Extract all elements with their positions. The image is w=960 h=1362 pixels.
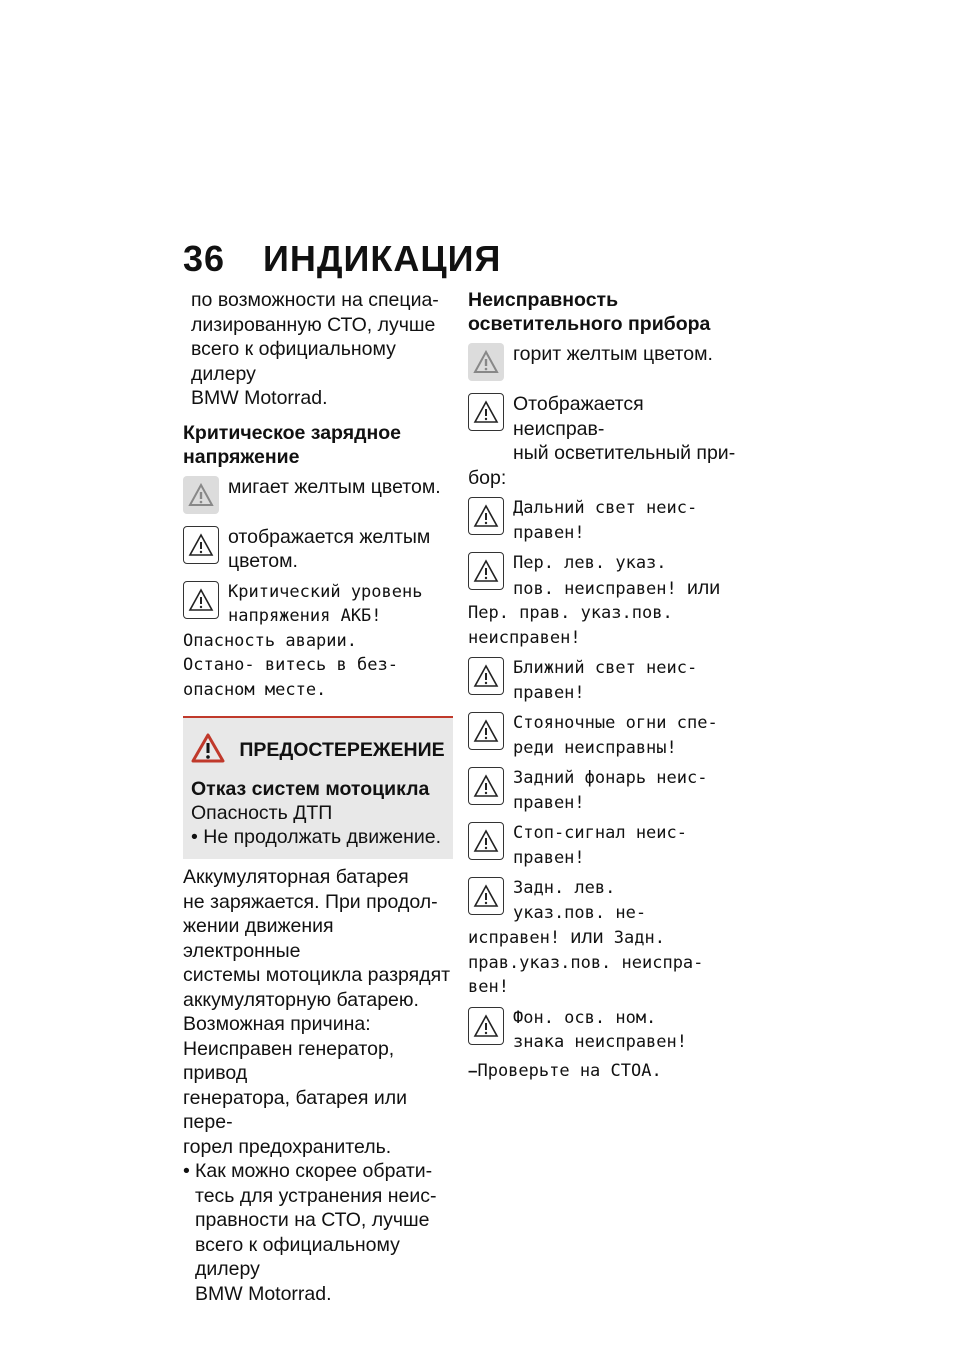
final-text: Проверьте на СТОА. [477,1060,662,1081]
text-line: бор: [468,466,507,489]
dash-marker: – [468,1060,478,1080]
message-line: Стоп-сигнал неис- [513,823,687,843]
indicator-text: горит желтым цветом. [513,343,713,365]
warning-triangle-outline-icon [468,393,504,431]
message-line: Ближний свет неис- [513,658,698,678]
message-text: исправен! [468,928,571,948]
body-line: не заряжается. При продол- [183,890,438,913]
bullet-line: правности на СТО, лучше [195,1209,430,1231]
message-line: Задний фонарь неис- [513,768,708,788]
message-line: правен! [513,682,585,703]
lighting-message-front-turn [468,551,738,650]
message-line [468,925,738,951]
display-message-continued [183,629,453,703]
warning-triangle-outline-icon [468,877,504,915]
display-message-continued [468,601,738,650]
indicator-text: мигает желтым цветом. [228,475,441,498]
warning-triangle-outline-icon [183,581,219,619]
warning-title: ПРЕДОСТЕРЕЖЕНИЕ [239,738,445,761]
indicator-item-display [468,392,738,490]
indicator-item-message [183,580,453,703]
warning-triangle-filled-icon [468,343,504,381]
intro-line: всего к официальному дилеру [191,338,396,385]
warning-subtitle: Отказ систем мотоцикла [191,778,430,800]
text-line: ный осветительный при- [513,442,736,464]
page-header [183,238,501,280]
indicator-item-lit [468,342,738,386]
lighting-message-high-beam [468,496,738,545]
message-line: правен! [513,792,585,813]
display-message [468,876,738,925]
section-title-line: Неисправность [468,289,619,311]
warning-triangle-outline-icon [468,822,504,860]
or-word: или [687,576,721,599]
text-line: Отображается неисправ- [513,393,644,440]
message-line: Пер. лев. указ. [513,553,667,573]
message-text: пов. неисправен! [513,578,687,599]
cause-line: горел предохранитель. [183,1135,392,1158]
lighting-message-brake [468,821,738,870]
body-paragraph [183,865,453,1159]
warning-header [191,732,445,768]
message-line: неисправен! [468,627,581,648]
indicator-item-blinking [183,475,453,519]
message-line: Фон. осв. ном. [513,1007,657,1028]
section-title-line: Критическое зарядное [183,421,401,444]
warning-hazard: Опасность ДТП [191,802,333,824]
warning-triangle-outline-icon [468,497,504,535]
message-line: Стояночные огни спе- [513,713,718,733]
lighting-message-tail-light [468,766,738,815]
warning-triangle-outline-icon [468,1007,504,1045]
text-line: отображается желтым [228,525,431,548]
display-message-continued [468,925,738,1000]
warning-instruction: • Не продолжать движение. [191,826,441,848]
indicator-text [183,525,453,574]
message-line: вен! [468,977,509,997]
message-line: знака неисправен! [513,1032,687,1052]
message-line [513,576,738,602]
display-message [468,711,738,760]
display-message [183,580,453,629]
intro-line: по возможности на специа- [191,289,439,311]
display-message [468,821,738,870]
warning-triangle-red-icon [191,733,225,768]
message-line: указ.пов. не- [513,902,647,923]
intro-line: лизированную СТО, лучше [191,313,436,336]
display-message [468,496,738,545]
lighting-message-rear-turn [468,876,738,1000]
cause-line: генератора, батарея или пере- [183,1086,408,1133]
text-line: цветом. [228,550,298,572]
lighting-message-parking [468,711,738,760]
lighting-message-low-beam [468,656,738,705]
warning-triangle-outline-icon [468,657,504,695]
message-line: Дальний свет неис- [513,498,698,518]
warning-triangle-outline-icon [468,712,504,750]
page-title: ИНДИКАЦИЯ [263,238,502,279]
message-line: Опасность аварии. [183,630,357,651]
cause-label: Возможная причина: [183,1013,371,1035]
or-word: или [570,926,604,948]
intro-line: BMW Motorrad. [191,387,328,409]
display-message [468,551,738,601]
cause-line: Неисправен генератор, привод [183,1037,395,1084]
right-column [468,288,738,1083]
display-message [468,656,738,705]
body-line: жении движения электронные [183,915,334,962]
final-instruction [468,1059,738,1084]
body-line: Аккумуляторная батарея [183,866,409,888]
warning-box [183,716,453,859]
message-line: Задн. лев. [513,878,616,898]
message-line: напряжения АКБ! [228,606,382,626]
message-line: прав.указ.пов. неиспра- [468,952,704,973]
lighting-message-license-plate [468,1006,738,1055]
bullet-line: всего к официальному дилеру [195,1233,400,1280]
bullet-line: • Как можно скорее обрати- [195,1160,433,1182]
message-line: реди неисправны! [513,737,677,758]
message-line: Остано- витесь в без- [183,655,398,675]
section-title-lighting [468,288,738,336]
intro-paragraph [183,288,453,411]
body-line: системы мотоцикла разрядят [183,964,451,986]
body-line: аккумуляторную батарею. [183,988,419,1011]
bullet-line: тесь для устранения неис- [195,1184,437,1207]
section-title-line: осветительного прибора [468,313,711,335]
warning-triangle-outline-icon [468,767,504,805]
message-line: опасном месте. [183,679,327,700]
section-title-charging-voltage [183,421,453,469]
page-number: 36 [183,238,226,279]
message-line: правен! [513,522,585,543]
display-message [468,766,738,815]
message-line: Критический уровень [228,581,423,602]
section-title-line: напряжение [183,445,300,468]
message-line: правен! [513,847,585,868]
left-column [183,288,453,1306]
display-message [468,1006,738,1055]
indicator-text [468,392,738,466]
message-text: Задн. [603,928,665,948]
warning-triangle-outline-icon [183,526,219,564]
warning-triangle-filled-icon [183,476,219,514]
message-line: Пер. прав. указ.пов. [468,603,673,623]
recommendation-bullet [183,1159,453,1306]
indicator-item-display [183,525,453,574]
bullet-line: BMW Motorrad. [195,1282,332,1305]
warning-triangle-outline-icon [468,552,504,590]
